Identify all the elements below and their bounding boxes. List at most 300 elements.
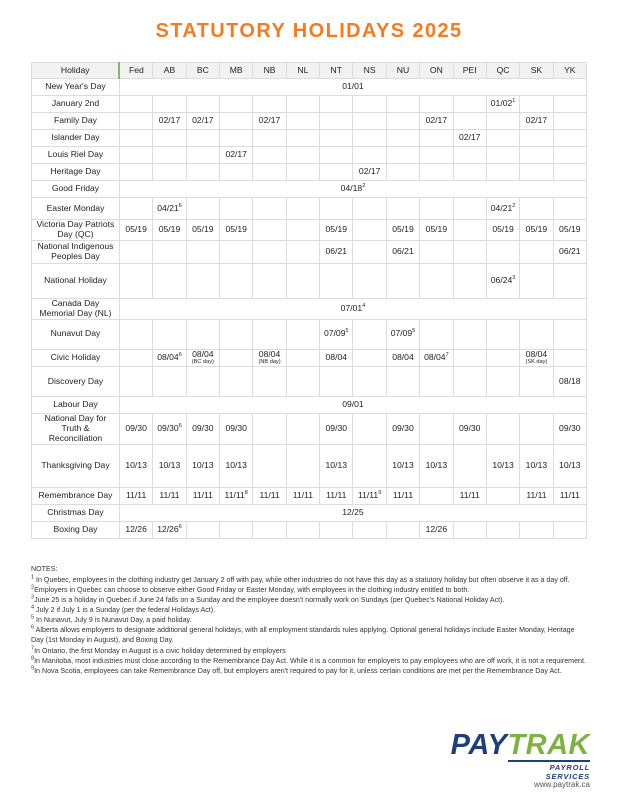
date-cell xyxy=(453,147,486,164)
date-cell xyxy=(353,147,386,164)
date-cell xyxy=(320,263,353,298)
logo-wordmark xyxy=(451,730,590,760)
table-row xyxy=(32,79,587,96)
table-row xyxy=(32,220,587,241)
date-cell xyxy=(186,96,219,113)
note-item xyxy=(31,656,587,666)
date-cell xyxy=(153,198,186,220)
date-cell xyxy=(220,164,253,181)
date-cell xyxy=(186,349,219,367)
date-cell xyxy=(253,164,286,181)
date-cell xyxy=(553,263,586,298)
date-value: 04/18 xyxy=(340,183,363,194)
note-text: Employers in Quebec can choose to observe either Good Friday or Easter Monday, with employees in the clothing industry entitled to both. xyxy=(34,586,470,595)
date-cell xyxy=(153,349,186,367)
date-cell xyxy=(220,349,253,367)
note-number: 7 xyxy=(31,645,35,652)
date-cell xyxy=(320,164,353,181)
table-row xyxy=(32,319,587,349)
date-cell xyxy=(553,96,586,113)
holiday-name: Nunavut Day xyxy=(32,319,120,349)
holidays-table-body xyxy=(32,79,587,539)
date-cell: 09/30 xyxy=(220,414,253,445)
table-row xyxy=(32,96,587,113)
date-cell: 05/19 xyxy=(320,220,353,241)
date-cell xyxy=(119,164,152,181)
date-cell xyxy=(420,130,453,147)
date-cell xyxy=(420,263,453,298)
date-cell xyxy=(220,240,253,263)
date-cell xyxy=(286,367,319,397)
holiday-name: Easter Monday xyxy=(32,198,120,220)
date-cell xyxy=(520,130,553,147)
date-cell xyxy=(420,414,453,445)
date-cell xyxy=(220,487,253,504)
date-cell: 02/17 xyxy=(520,113,553,130)
date-cell xyxy=(353,367,386,397)
date-cell xyxy=(253,130,286,147)
date-value: 09/01 xyxy=(342,399,364,410)
date-cell xyxy=(520,240,553,263)
date-cell xyxy=(353,349,386,367)
date-cell xyxy=(253,147,286,164)
date-cell: 02/17 xyxy=(153,113,186,130)
date-cell xyxy=(520,414,553,445)
all-jurisdictions-date xyxy=(119,397,586,414)
date-cell xyxy=(486,198,519,220)
table-row xyxy=(32,521,587,538)
date-cell xyxy=(453,319,486,349)
date-cell xyxy=(553,164,586,181)
header-holiday: Holiday xyxy=(32,63,120,79)
all-jurisdictions-date xyxy=(119,504,586,521)
date-cell xyxy=(553,147,586,164)
holiday-name: Remembrance Day xyxy=(32,487,120,504)
logo-trak-text: TRAK xyxy=(507,729,590,761)
date-value: 11/11 xyxy=(224,489,245,500)
date-cell xyxy=(119,147,152,164)
date-cell xyxy=(220,96,253,113)
date-cell xyxy=(119,240,152,263)
date-cell xyxy=(220,319,253,349)
notes-list xyxy=(31,575,587,676)
header-nl: NL xyxy=(286,63,319,79)
date-cell: 02/17 xyxy=(420,113,453,130)
date-cell: 05/19 xyxy=(386,220,419,241)
date-note: (NB day) xyxy=(258,359,281,366)
date-value: 12/25 xyxy=(342,506,364,517)
date-cell xyxy=(420,164,453,181)
date-cell: 11/11 xyxy=(453,487,486,504)
notes-section xyxy=(31,564,587,676)
date-cell xyxy=(286,414,319,445)
table-row xyxy=(32,397,587,414)
date-cell: 11/11 xyxy=(553,487,586,504)
date-cell: 11/11 xyxy=(286,487,319,504)
date-cell xyxy=(386,96,419,113)
holiday-name: Good Friday xyxy=(32,181,120,198)
date-value: 11/11 xyxy=(357,489,379,500)
date-cell xyxy=(553,130,586,147)
table-row xyxy=(32,130,587,147)
date-cell xyxy=(119,367,152,397)
date-cell xyxy=(286,444,319,487)
date-cell xyxy=(353,263,386,298)
note-text: In Nova Scotia, employees can take Remembrance Day off, but employers aren't required to pay for it, unless certain conditions are met per the Remembrance Day Act. xyxy=(34,666,562,675)
date-cell xyxy=(486,349,519,367)
note-item xyxy=(31,575,587,585)
date-cell: 09/30 xyxy=(186,414,219,445)
note-item xyxy=(31,595,587,605)
date-cell xyxy=(186,521,219,538)
notes-heading: NOTES: xyxy=(31,565,58,573)
date-cell xyxy=(486,113,519,130)
holiday-name: Discovery Day xyxy=(32,367,120,397)
note-number: 4 xyxy=(31,604,35,611)
holiday-name: Thanksgiving Day xyxy=(32,444,120,487)
paytrak-logo xyxy=(450,730,590,781)
date-cell xyxy=(453,113,486,130)
date-cell xyxy=(386,113,419,130)
date-cell xyxy=(286,263,319,298)
date-cell: 05/19 xyxy=(119,220,152,241)
date-cell xyxy=(186,240,219,263)
date-cell xyxy=(320,198,353,220)
table-row xyxy=(32,298,587,319)
date-cell: 08/04 xyxy=(386,349,419,367)
header-bc: BC xyxy=(186,63,219,79)
date-cell: 02/17 xyxy=(353,164,386,181)
holiday-name: Canada Day Memorial Day (NL) xyxy=(32,298,120,319)
date-cell xyxy=(286,164,319,181)
date-cell xyxy=(520,198,553,220)
header-pei: PEI xyxy=(453,63,486,79)
footnote-ref: 6 xyxy=(178,202,182,209)
footnote-ref: 4 xyxy=(362,302,366,309)
date-cell xyxy=(286,130,319,147)
date-cell xyxy=(153,147,186,164)
note-text: In Ontario, the first Monday in August is a civic holiday determined by employers xyxy=(34,646,286,655)
date-cell xyxy=(153,521,186,538)
date-cell: 05/19 xyxy=(486,220,519,241)
date-cell xyxy=(153,367,186,397)
date-value: 06/24 xyxy=(490,274,513,285)
footnote-ref: 5 xyxy=(345,328,349,335)
date-cell xyxy=(253,263,286,298)
date-cell xyxy=(386,319,419,349)
date-cell xyxy=(386,147,419,164)
table-row xyxy=(32,164,587,181)
holiday-name: January 2nd xyxy=(32,96,120,113)
date-cell xyxy=(153,263,186,298)
date-cell xyxy=(286,521,319,538)
date-cell xyxy=(320,319,353,349)
note-item xyxy=(31,646,587,656)
date-cell: 10/13 xyxy=(186,444,219,487)
date-cell xyxy=(253,521,286,538)
table-row xyxy=(32,349,587,367)
date-cell xyxy=(386,198,419,220)
date-cell xyxy=(453,521,486,538)
date-cell xyxy=(353,113,386,130)
footnote-ref: 6 xyxy=(178,523,182,530)
date-value: 01/01 xyxy=(342,81,364,92)
date-cell xyxy=(553,319,586,349)
table-row xyxy=(32,113,587,130)
footnote-ref: 3 xyxy=(512,274,516,281)
header-ns: NS xyxy=(353,63,386,79)
table-row xyxy=(32,181,587,198)
date-cell xyxy=(386,263,419,298)
date-cell: 09/30 xyxy=(386,414,419,445)
date-cell xyxy=(386,367,419,397)
date-value: 07/01 xyxy=(340,302,363,313)
date-value: 08/04 xyxy=(424,351,446,362)
date-cell xyxy=(353,220,386,241)
date-cell xyxy=(453,349,486,367)
date-value: 09/30 xyxy=(157,422,179,433)
note-item xyxy=(31,625,587,645)
date-cell: 10/13 xyxy=(520,444,553,487)
date-cell xyxy=(220,113,253,130)
header-on: ON xyxy=(420,63,453,79)
note-number: 6 xyxy=(31,625,35,632)
holiday-name: Victoria Day Patriots Day (QC) xyxy=(32,220,120,241)
header-nb: NB xyxy=(253,63,286,79)
date-cell xyxy=(486,240,519,263)
all-jurisdictions-date xyxy=(119,181,586,198)
date-cell: 09/30 xyxy=(553,414,586,445)
table-row xyxy=(32,504,587,521)
date-cell xyxy=(253,220,286,241)
date-cell xyxy=(353,521,386,538)
note-number: 1 xyxy=(31,574,35,581)
table-row xyxy=(32,487,587,504)
date-cell: 12/26 xyxy=(420,521,453,538)
date-cell xyxy=(553,198,586,220)
date-cell xyxy=(286,198,319,220)
date-cell xyxy=(453,96,486,113)
date-cell xyxy=(453,220,486,241)
date-cell xyxy=(186,367,219,397)
header-yk: YK xyxy=(553,63,586,79)
footnote-ref: 7 xyxy=(445,351,449,358)
footnote-ref: 6 xyxy=(178,351,182,358)
date-cell xyxy=(420,367,453,397)
date-cell xyxy=(153,96,186,113)
date-cell xyxy=(186,263,219,298)
date-cell xyxy=(253,198,286,220)
header-sk: SK xyxy=(520,63,553,79)
note-number: 8 xyxy=(31,655,35,662)
date-cell: 06/21 xyxy=(386,240,419,263)
date-cell xyxy=(119,263,152,298)
date-cell: 02/17 xyxy=(186,113,219,130)
date-cell xyxy=(386,521,419,538)
note-number: 3 xyxy=(31,594,35,601)
date-cell xyxy=(220,263,253,298)
date-cell xyxy=(253,444,286,487)
header-row xyxy=(32,63,587,79)
date-cell: 05/19 xyxy=(220,220,253,241)
footnote-ref: 1 xyxy=(512,98,516,105)
date-cell: 10/13 xyxy=(486,444,519,487)
note-item xyxy=(31,615,587,625)
table-row xyxy=(32,240,587,263)
date-cell xyxy=(353,240,386,263)
note-text: Alberta allows employers to designate additional general holidays, with all employment standards rules applying. Optional general holidays include Easter Monday, Heritage Day (1st Monday in August), and Boxing Day. xyxy=(31,626,575,645)
date-cell xyxy=(286,220,319,241)
date-cell: 05/19 xyxy=(520,220,553,241)
date-cell xyxy=(320,113,353,130)
note-text: July 2 if July 1 is a Sunday (per the federal Holidays Act). xyxy=(34,606,216,615)
note-number: 5 xyxy=(31,614,35,621)
date-cell xyxy=(119,349,152,367)
date-cell xyxy=(486,367,519,397)
date-cell: 10/13 xyxy=(420,444,453,487)
date-cell xyxy=(286,319,319,349)
date-cell: 10/13 xyxy=(153,444,186,487)
note-item xyxy=(31,605,587,615)
date-cell xyxy=(253,96,286,113)
table-row xyxy=(32,263,587,298)
date-cell xyxy=(453,444,486,487)
date-cell xyxy=(320,521,353,538)
holiday-name: National Day for Truth & Reconciliation xyxy=(32,414,120,445)
date-cell xyxy=(186,319,219,349)
date-cell: 10/13 xyxy=(119,444,152,487)
footnote-ref: 6 xyxy=(178,423,182,430)
header-nu: NU xyxy=(386,63,419,79)
date-cell xyxy=(353,130,386,147)
date-cell: 11/11 xyxy=(119,487,152,504)
date-cell: 10/13 xyxy=(320,444,353,487)
date-cell xyxy=(553,349,586,367)
date-cell xyxy=(186,147,219,164)
header-qc: QC xyxy=(486,63,519,79)
date-cell xyxy=(286,147,319,164)
date-cell xyxy=(486,487,519,504)
date-cell xyxy=(520,147,553,164)
date-cell: 11/11 xyxy=(253,487,286,504)
header-ab: AB xyxy=(153,63,186,79)
date-cell xyxy=(253,414,286,445)
date-cell xyxy=(420,240,453,263)
date-cell xyxy=(486,147,519,164)
date-value: 08/04 xyxy=(192,349,214,359)
date-cell xyxy=(253,349,286,367)
holiday-name: Boxing Day xyxy=(32,521,120,538)
date-cell xyxy=(520,96,553,113)
date-value: 08/04 xyxy=(258,349,281,359)
date-cell: 11/11 xyxy=(186,487,219,504)
date-cell xyxy=(453,367,486,397)
footnote-ref: 9 xyxy=(378,489,382,496)
date-cell: 08/18 xyxy=(553,367,586,397)
date-cell xyxy=(420,349,453,367)
table-row xyxy=(32,367,587,397)
holiday-name: Labour Day xyxy=(32,397,120,414)
date-cell: 10/13 xyxy=(220,444,253,487)
date-cell xyxy=(520,349,553,367)
note-number: 9 xyxy=(31,665,35,672)
note-text: In Quebec, employees in the clothing industry get January 2 off with pay, while other industries do not have this day as a statutory holiday but often observe it as a day off. xyxy=(34,576,570,585)
date-cell xyxy=(119,198,152,220)
date-value: 08/04 xyxy=(157,351,179,362)
website-link[interactable]: www.paytrak.ca xyxy=(533,780,590,789)
date-cell xyxy=(119,319,152,349)
date-note: (SK day) xyxy=(525,359,548,366)
date-cell: 09/30 xyxy=(119,414,152,445)
date-cell xyxy=(386,130,419,147)
date-cell xyxy=(453,198,486,220)
date-cell xyxy=(353,96,386,113)
date-value: 12/26 xyxy=(157,523,179,534)
date-cell xyxy=(420,198,453,220)
footnote-ref: 8 xyxy=(244,489,248,496)
date-cell xyxy=(353,198,386,220)
date-value: 07/09 xyxy=(323,328,346,339)
logo-subtitle: PAYROLL SERVICES xyxy=(508,760,590,781)
date-value: 07/09 xyxy=(390,328,413,339)
date-cell: 12/26 xyxy=(119,521,152,538)
date-cell xyxy=(486,414,519,445)
date-cell xyxy=(520,367,553,397)
date-cell xyxy=(486,130,519,147)
date-cell xyxy=(153,414,186,445)
date-cell xyxy=(220,130,253,147)
header-mb: MB xyxy=(220,63,253,79)
table-row xyxy=(32,198,587,220)
table-row xyxy=(32,147,587,164)
date-value: 04/21 xyxy=(490,202,513,213)
all-jurisdictions-date xyxy=(119,79,586,96)
date-cell xyxy=(119,113,152,130)
holidays-table xyxy=(31,62,587,539)
date-cell xyxy=(286,349,319,367)
date-cell xyxy=(553,113,586,130)
date-cell xyxy=(320,147,353,164)
date-cell xyxy=(420,319,453,349)
footnote-ref: 2 xyxy=(362,183,366,190)
date-cell xyxy=(353,319,386,349)
date-cell xyxy=(153,130,186,147)
date-cell: 11/11 xyxy=(386,487,419,504)
date-cell xyxy=(253,319,286,349)
date-cell: 11/11 xyxy=(520,487,553,504)
holiday-name: Islander Day xyxy=(32,130,120,147)
date-cell: 10/13 xyxy=(553,444,586,487)
date-cell xyxy=(453,263,486,298)
date-cell xyxy=(186,198,219,220)
date-cell xyxy=(286,113,319,130)
holiday-name: National Holiday xyxy=(32,263,120,298)
date-cell xyxy=(153,319,186,349)
date-cell xyxy=(520,263,553,298)
date-cell xyxy=(320,96,353,113)
date-cell xyxy=(119,96,152,113)
date-cell: 02/17 xyxy=(253,113,286,130)
note-text: In Nunavut, July 9 is Nunavut Day, a paid holiday. xyxy=(34,616,192,625)
footnote-ref: 5 xyxy=(412,328,416,335)
note-item xyxy=(31,666,587,676)
date-cell: 05/19 xyxy=(420,220,453,241)
holiday-name: Heritage Day xyxy=(32,164,120,181)
date-cell xyxy=(486,96,519,113)
holiday-name: National Indigenous Peoples Day xyxy=(32,240,120,263)
date-cell xyxy=(353,414,386,445)
date-cell xyxy=(353,487,386,504)
